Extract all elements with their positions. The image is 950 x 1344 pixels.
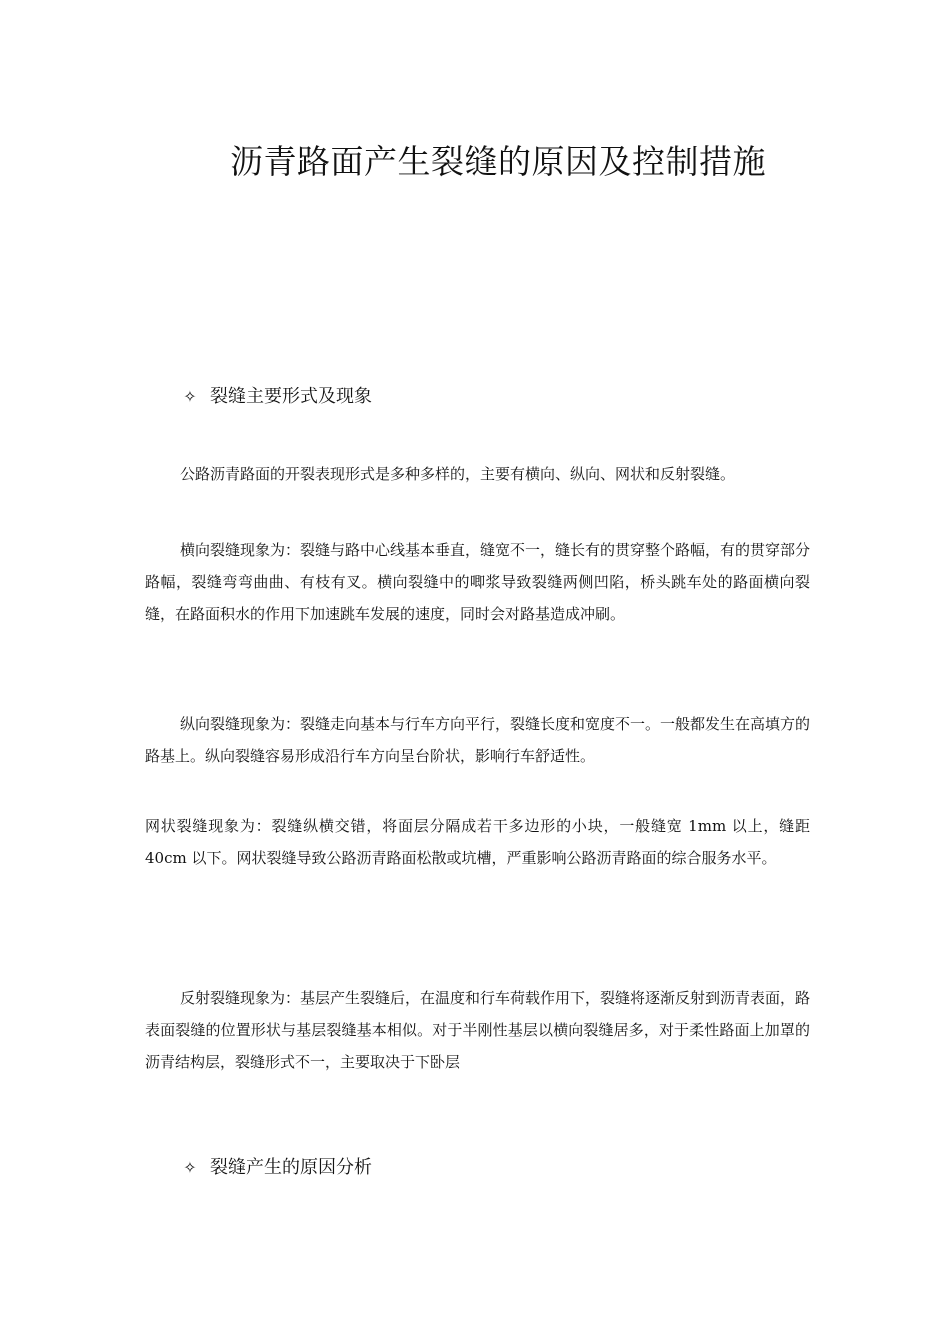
paragraph-intro: 公路沥青路面的开裂表现形式是多种多样的，主要有横向、纵向、网状和反射裂缝。: [180, 465, 736, 483]
diamond-bullet-icon: ✧: [183, 1158, 197, 1177]
document-title: 沥青路面产生裂缝的原因及控制措施: [230, 142, 766, 181]
paragraph-longitudinal-cracks: 纵向裂缝现象为：裂缝走向基本与行车方向平行，裂缝长度和宽度不一。一般都发生在高填方的路基上。纵向裂缝容易形成沿行车方向呈台阶状，影响行车舒适性。: [145, 715, 811, 765]
paragraph-reflective-cracks: 反射裂缝现象为：基层产生裂缝后，在温度和行车荷载作用下，裂缝将逐渐反射到沥青表面，路表面裂缝的位置形状与基层裂缝基本相似。对于半刚性基层以横向裂缝居多，对于柔性路面上加罩的沥青结构层，裂缝形式不一，主要取决于下卧层: [145, 989, 811, 1071]
paragraph-network-cracks: 网状裂缝现象为：裂缝纵横交错，将面层分隔成若干多边形的小块，一般缝宽 1mm 以上，缝距 40cm 以下。网状裂缝导致公路沥青路面松散或坑槽，严重影响公路沥青路面的综合服务水平。: [145, 817, 810, 867]
section-heading-text: 裂缝主要形式及现象: [210, 386, 372, 407]
section-heading-text: 裂缝产生的原因分析: [210, 1157, 372, 1178]
section-heading-crack-causes: [182, 1155, 372, 1181]
diamond-bullet-icon: ✧: [183, 387, 197, 406]
section-heading-crack-forms: [182, 384, 372, 410]
paragraph-transverse-cracks: 横向裂缝现象为：裂缝与路中心线基本垂直，缝宽不一，缝长有的贯穿整个路幅，有的贯穿部分路幅，裂缝弯弯曲曲、有枝有叉。横向裂缝中的唧浆导致裂缝两侧凹陷，桥头跳车处的路面横向裂缝，在路面积水的作用下加速跳车发展的速度，同时会对路基造成冲刷。: [145, 541, 811, 623]
